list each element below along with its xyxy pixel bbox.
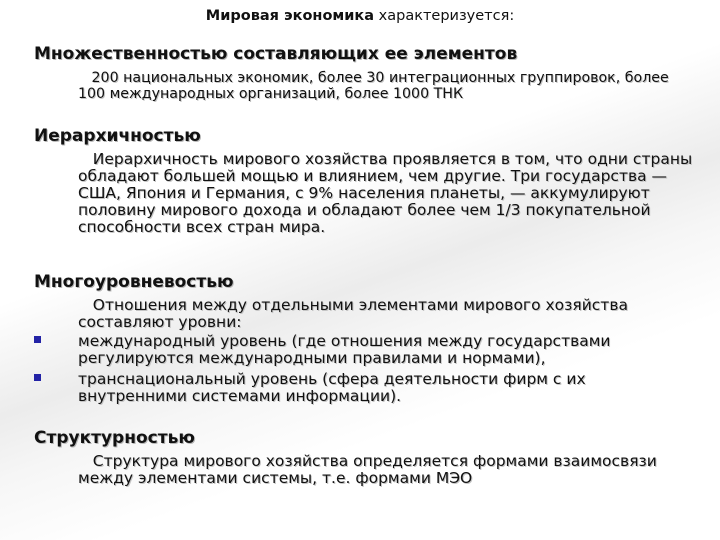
bullet-text-transnational: транснациональный уровень (сфера деятельности фирм с их внутренними системами информации).	[78, 370, 586, 405]
heading-hierarchy: Иерархичностью	[34, 126, 201, 146]
heading-structure: Структурностью	[34, 428, 195, 448]
text-multilevel: Отношения между отдельными элементами мирового хозяйства составляют уровни:	[78, 296, 633, 331]
text-hierarchy: Иерархичность мирового хозяйства проявляется в том, что одни страны обладают большей мощью и влиянием, чем другие. Три государства — США, Япония и Германия, с 9% населения планеты, — аккумулируют половину мирового дохода и обладают более чем 1/3 покупательной способности всех стран мира.	[78, 150, 698, 236]
slide-title	[0, 8, 720, 24]
heading-multiplicity: Множественностью составляющих ее элементов	[34, 44, 518, 64]
bullet-text-international: международный уровень (где отношения между государствами регулируются международными правилами и нормами),	[78, 332, 611, 367]
text-multiplicity: 200 национальных экономик, более 30 интеграционных группировок, более 100 международных организаций, более 1000 ТНК	[78, 70, 674, 102]
slide-title-rest: характеризуется:	[374, 8, 515, 24]
bullet-square-icon	[34, 336, 41, 343]
heading-multilevel: Многоуровневостью	[34, 272, 234, 292]
slide-title-bold: Мировая экономика	[205, 8, 375, 24]
text-structure: Структура мирового хозяйства определяется формами взаимосвязи между элементами системы, т.е. формами МЭО	[78, 452, 662, 487]
bullet-square-icon	[34, 374, 41, 381]
